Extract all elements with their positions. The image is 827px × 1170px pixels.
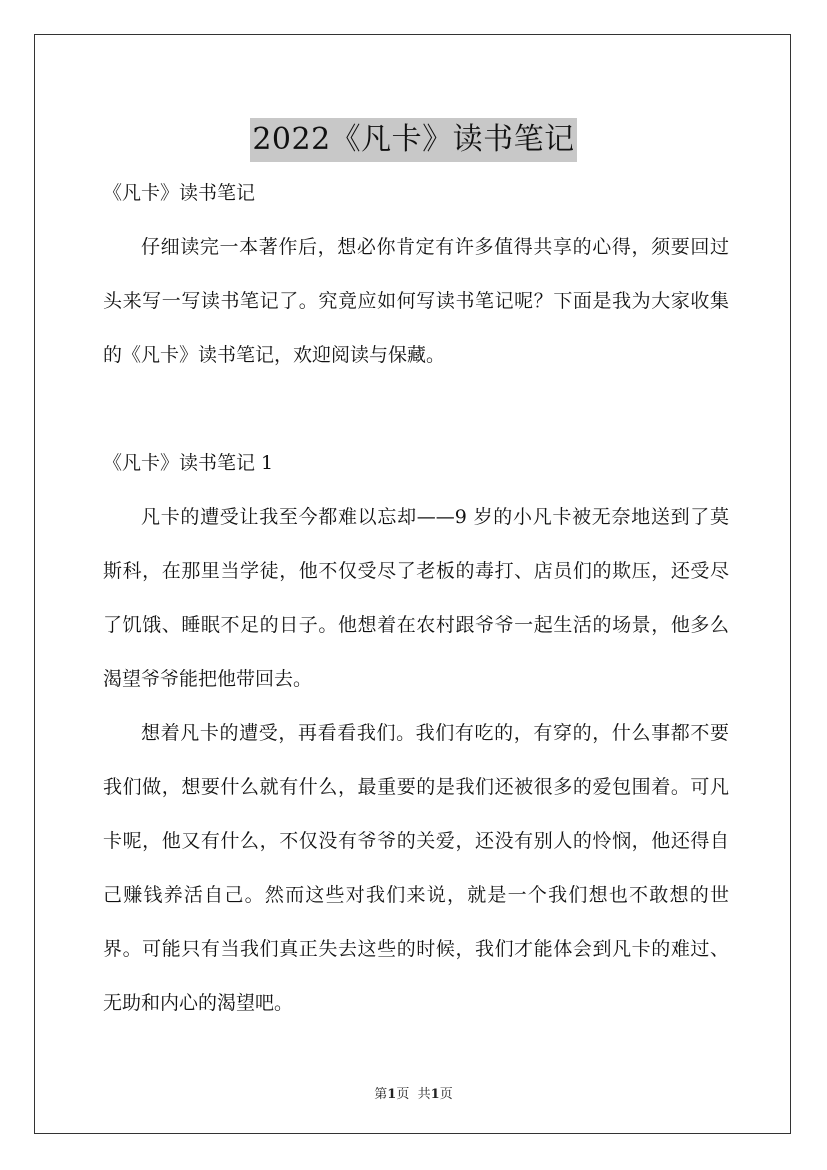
- section1-paragraph: 凡卡的遭受让我至今都难以忘却——9 岁的小凡卡被无奈地送到了莫斯科，在那里当学徒，他不仅受尽了老板的毒打、店员们的欺压，还受尽了饥饿、睡眠不足的日子。他想着在农村跟爷爷一起生活的场景，他多么渴望爷爷能把他带回去。: [103, 506, 729, 690]
- section1-paragraph: 想着凡卡的遭受，再看看我们。我们有吃的，有穿的，什么事都不要我们做，想要什么就有什么，最重要的是我们还被很多的爱包围着。可凡卡呢，他又有什么，不仅没有爷爷的关爱，还没有别人的怜悯，他还得自己赚钱养活自己。然而这些对我们来说，就是一个我们想也不敢想的世界。可能只有当我们真正失去这些的时候，我们才能体会到凡卡的难过、无助和内心的渴望吧。: [103, 722, 729, 1014]
- footer-total-pages: 1: [430, 1087, 440, 1102]
- document-title: 2022《凡卡》读书笔记: [250, 118, 576, 162]
- footer-page-suffix: 页: [396, 1087, 410, 1102]
- footer-total-suffix: 页: [439, 1087, 453, 1102]
- document-body: [103, 166, 729, 1030]
- intro-heading: 《凡卡》读书笔记: [103, 182, 256, 204]
- footer-total-prefix: 共: [417, 1087, 431, 1102]
- footer-page-prefix: 第: [374, 1087, 388, 1102]
- footer-page-number: 1: [387, 1087, 397, 1102]
- page-footer: [0, 1083, 827, 1102]
- intro-paragraph: 仔细读完一本著作后，想必你肯定有许多值得共享的心得，须要回过头来写一写读书笔记了。究竟应如何写读书笔记呢？下面是我为大家收集的《凡卡》读书笔记，欢迎阅读与保藏。: [103, 236, 729, 366]
- section1-heading: 《凡卡》读书笔记 1: [103, 452, 274, 474]
